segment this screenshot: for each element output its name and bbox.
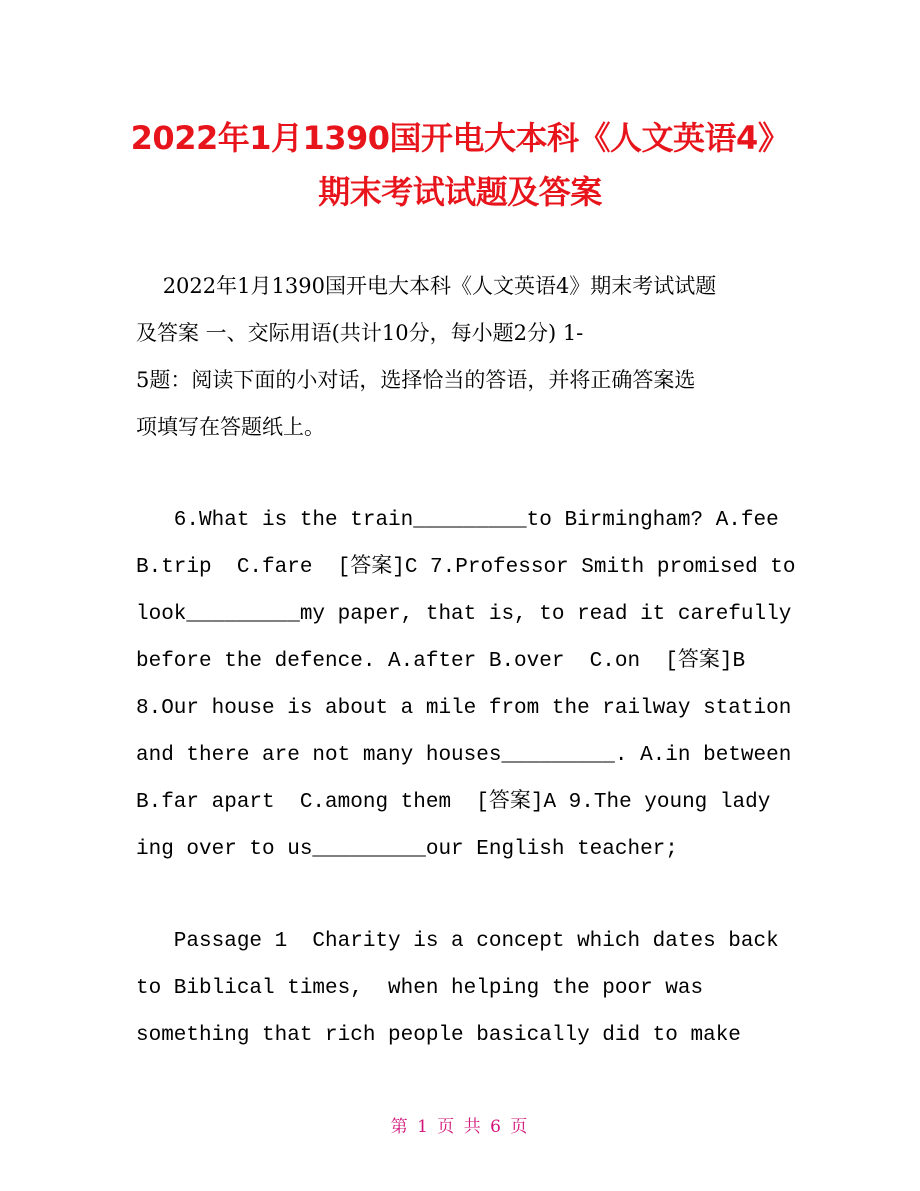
- question-line: B.far apart C.among them [答案]A 9.The young lady: [136, 791, 771, 814]
- intro-paragraph: [136, 263, 796, 451]
- question-line: before the defence. A.after B.over C.on [答案]B: [136, 650, 746, 673]
- document-title-line-1: 2022年1月1390国开电大本科《人文英语4》: [130, 119, 790, 157]
- passage-paragraph: [136, 918, 796, 1059]
- question-line: B.trip C.fare [答案]C 7.Professor Smith promised to: [136, 556, 796, 579]
- intro-line: 项填写在答题纸上。: [136, 415, 325, 439]
- question-line: 6.What is the train_________to Birmingham? A.fee: [136, 509, 779, 532]
- passage-line: something that rich people basically did to make: [136, 1024, 741, 1047]
- intro-line: 2022年1月1390国开电大本科《人文英语4》期末考试试题: [136, 274, 717, 298]
- question-line: 8.Our house is about a mile from the railway station: [136, 697, 792, 720]
- passage-line: to Biblical times, when helping the poor was: [136, 977, 704, 1000]
- intro-line: 及答案 一、交际用语(共计10分，每小题2分) 1-: [136, 321, 584, 345]
- document-title-line-2: 期末考试试题及答案: [318, 173, 602, 211]
- page-number-footer: 第 1 页 共 6 页: [390, 1117, 530, 1137]
- intro-line: 5题：阅读下面的小对话，选择恰当的答语，并将正确答案选: [136, 368, 696, 392]
- question-line: and there are not many houses_________. A.in between: [136, 744, 792, 767]
- passage-line: Passage 1 Charity is a concept which dates back: [136, 930, 779, 953]
- questions-paragraph: [136, 497, 796, 873]
- question-line: ing over to us_________our English teacher;: [136, 838, 678, 861]
- question-line: look_________my paper, that is, to read it carefully: [136, 603, 792, 626]
